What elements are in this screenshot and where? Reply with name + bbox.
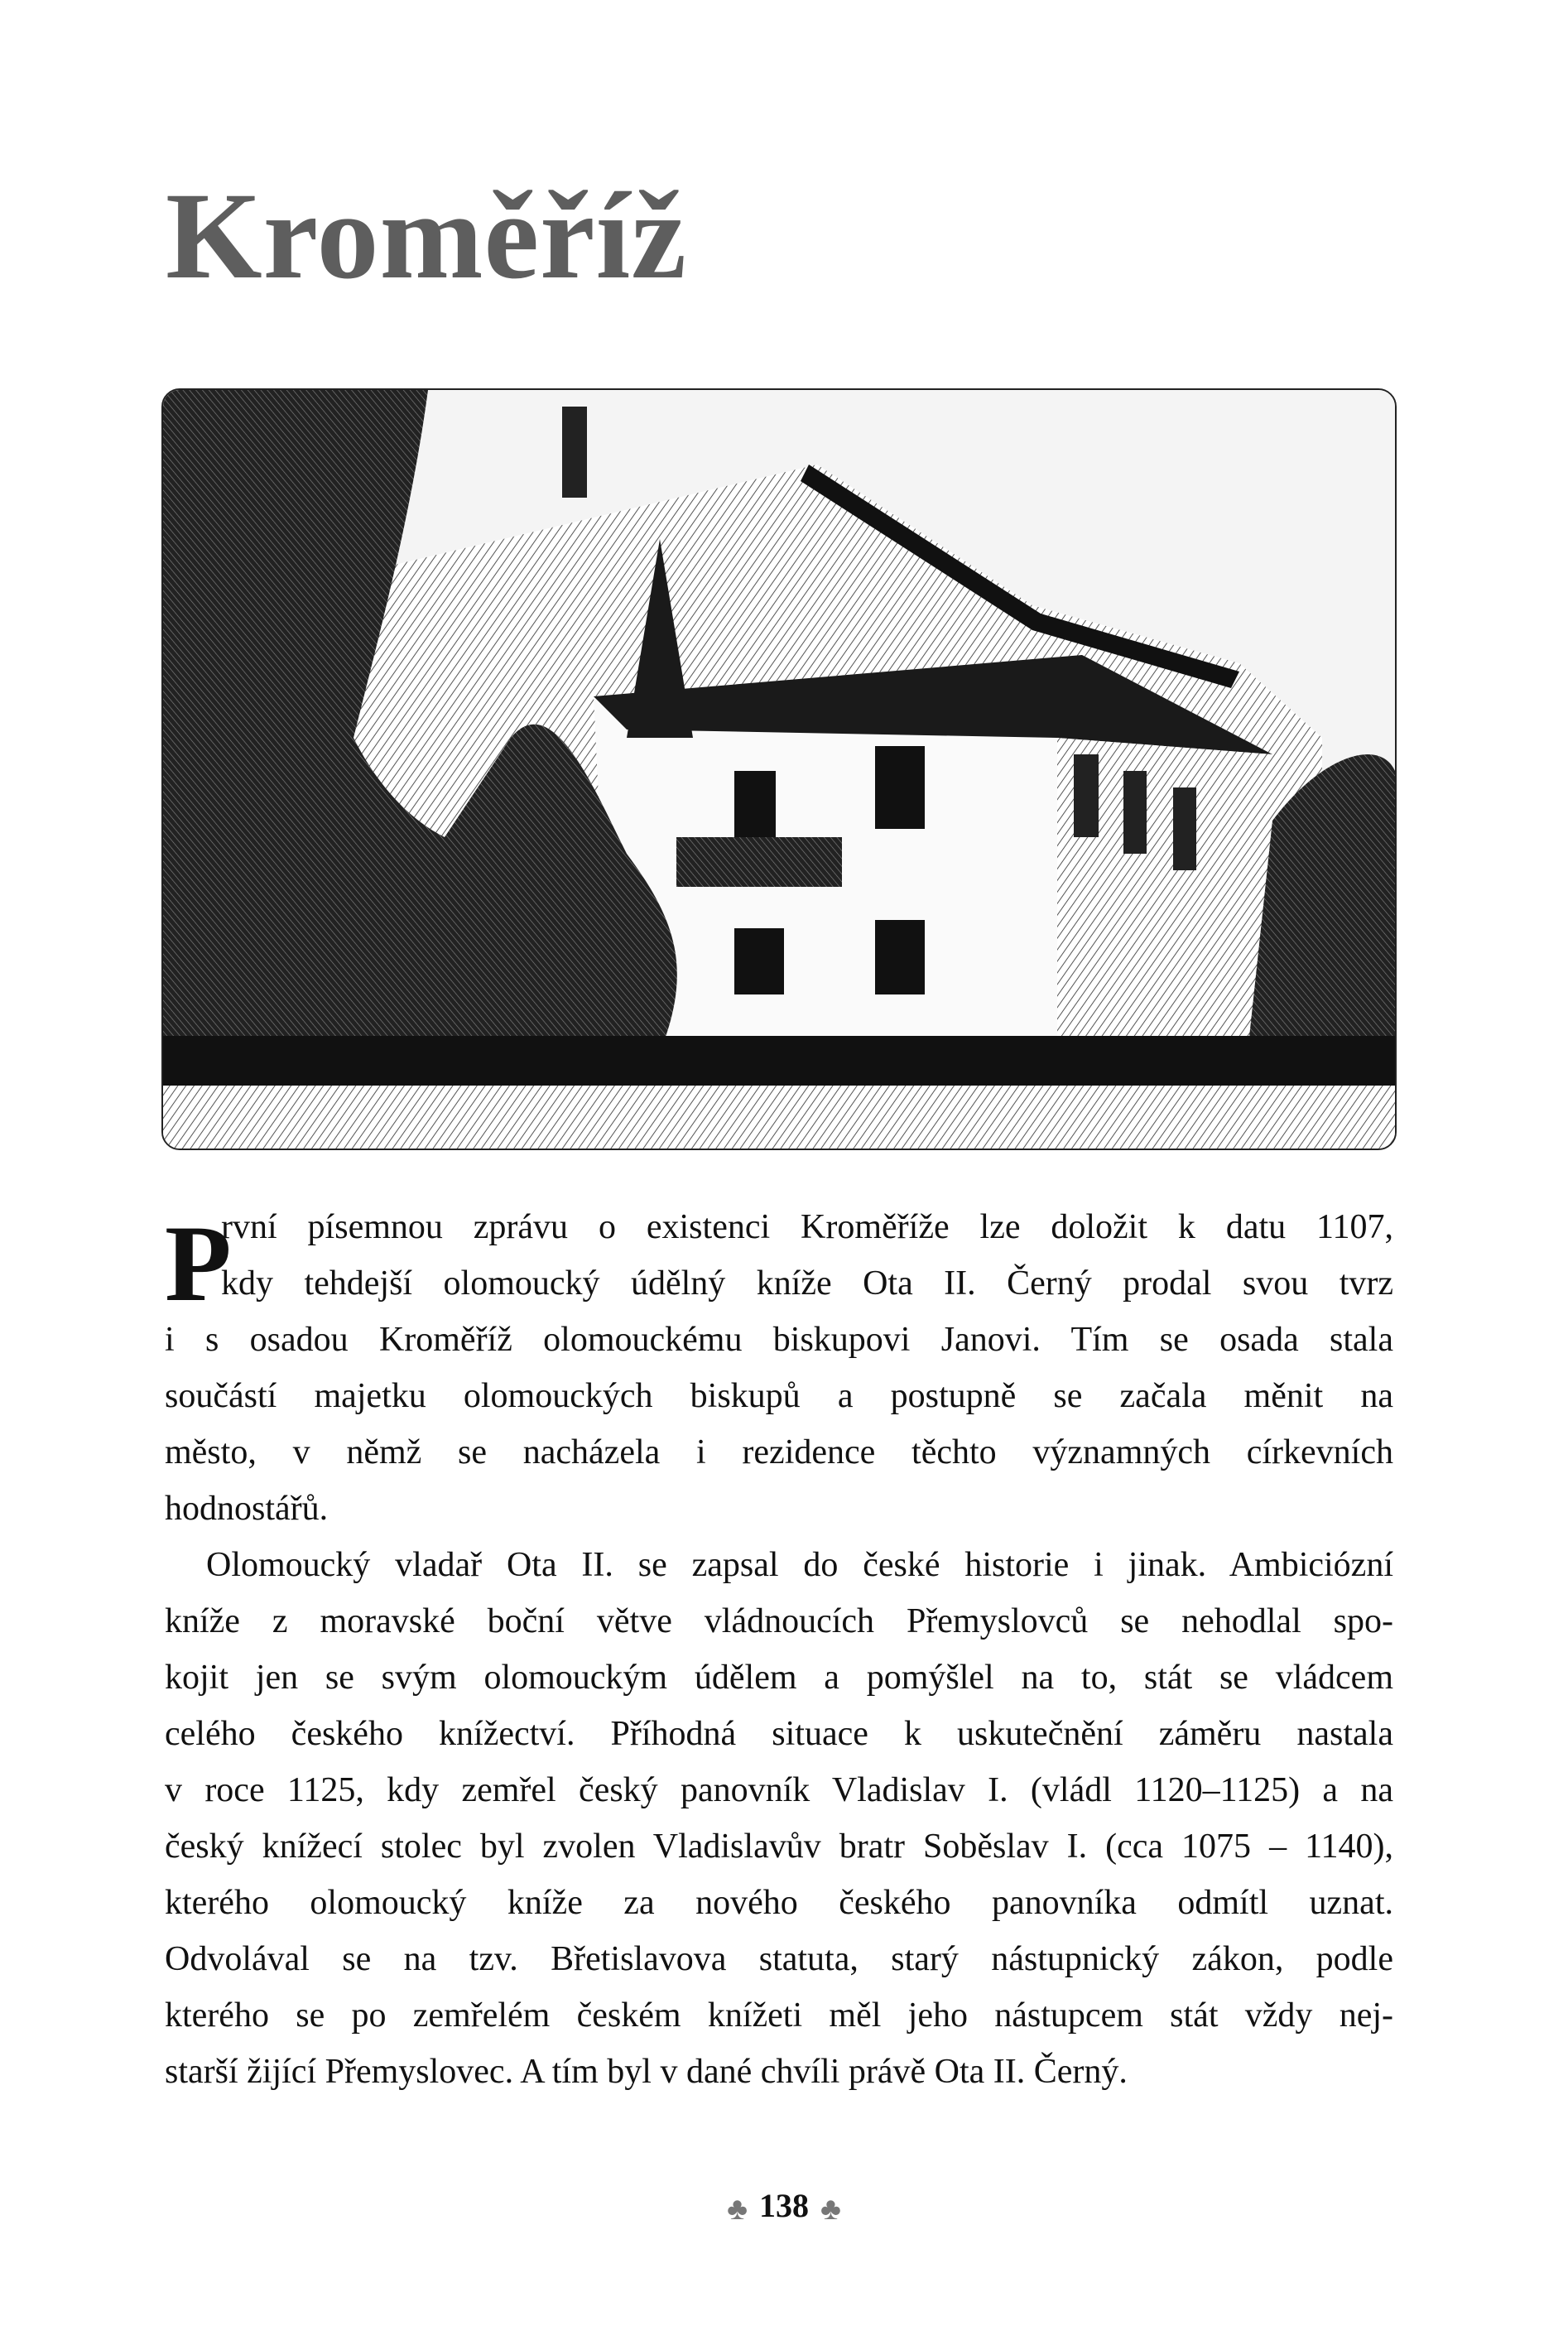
- text-line: český knížecí stolec byl zvolen Vladislavův bratr Soběslav I. (cca 1075 – 1140),: [165, 1828, 1393, 1866]
- drop-cap: P: [165, 1202, 232, 1324]
- text-line: kojit jen se svým olomouckým údělem a pomýšlel na to, stát se vládcem: [165, 1659, 1393, 1697]
- building-sketch-image: [163, 390, 1395, 1149]
- clover-ornament-icon: ♣: [727, 2191, 748, 2227]
- text-line: město, v němž se nacházela i rezidence těchto významných církevních: [165, 1433, 1393, 1471]
- text-line: součástí majetku olomouckých biskupů a postupně se začala měnit na: [165, 1377, 1393, 1415]
- text-line: kníže z moravské boční větve vládnoucích Přemyslovců se nehodlal spo-: [165, 1602, 1393, 1640]
- text-line: kterého se po zemřelém českém knížeti měl jeho nástupcem stát vždy nej-: [165, 1996, 1393, 2035]
- paragraph-2: [165, 1537, 1393, 2100]
- text-line: kterého olomoucký kníže za nového českého panovníka odmítl uznat.: [165, 1884, 1393, 1922]
- text-line: i s osadou Kroměříž olomouckému biskupovi Janovi. Tím se osada stala: [165, 1321, 1393, 1359]
- paragraph-1: [165, 1199, 1393, 1537]
- text-line: v roce 1125, kdy zemřel český panovník Vladislav I. (vládl 1120–1125) a na: [165, 1771, 1393, 1809]
- clover-ornament-icon: ♣: [820, 2191, 841, 2227]
- chapter-photo: [161, 388, 1397, 1150]
- article-body: [165, 1199, 1393, 2100]
- page-number: 138: [759, 2187, 809, 2224]
- page-title: Kroměříž: [166, 167, 687, 305]
- text-line: Odvolával se na tzv. Břetislavova statuta, starý nástupnický zákon, podle: [165, 1940, 1393, 1978]
- text-line: kdy tehdejší olomoucký údělný kníže Ota II. Černý prodal svou tvrz: [221, 1264, 1393, 1303]
- text-line: starší žijící Přemyslovec. A tím byl v dané chvíli právě Ota II. Černý.: [165, 2053, 1128, 2091]
- page-footer: [0, 2186, 1568, 2227]
- text-line: hodnostářů.: [165, 1490, 329, 1528]
- text-line: rvní písemnou zprávu o existenci Kroměříže lze doložit k datu 1107,: [221, 1208, 1393, 1246]
- text-line: Olomoucký vladař Ota II. se zapsal do české historie i jinak. Ambiciózní: [206, 1546, 1393, 1584]
- text-line: celého českého knížectví. Příhodná situace k uskutečnění záměru nastala: [165, 1715, 1393, 1753]
